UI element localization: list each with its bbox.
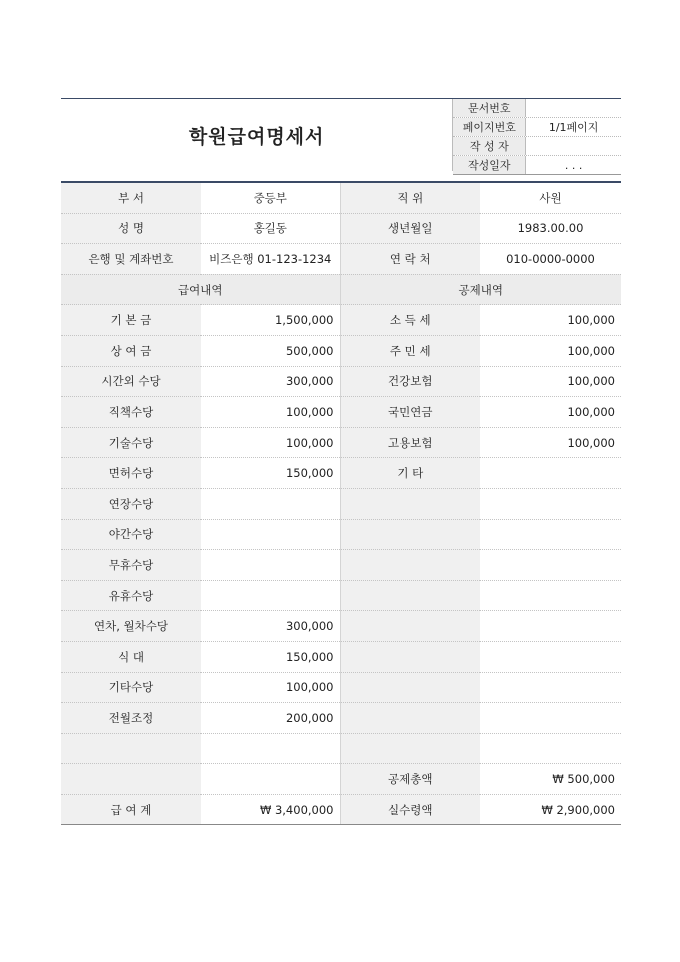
- meta-row-page: [453, 118, 621, 137]
- deduction-item-value: 100,000: [480, 305, 621, 336]
- pay-item-label: 연장수당: [61, 488, 201, 519]
- deduction-item-label: 고용보험: [340, 427, 480, 458]
- deduction-item-value: [480, 703, 621, 734]
- pay-item-value: [201, 519, 340, 550]
- deduction-item-value: [480, 611, 621, 642]
- pay-item-value: 100,000: [201, 397, 340, 428]
- meta-value: 1/1페이지: [548, 121, 599, 134]
- deduction-item-label: 주 민 세: [340, 335, 480, 366]
- pay-item-value: [201, 580, 340, 611]
- pay-item-label: 시간외 수당: [61, 366, 201, 397]
- pay-item-value: [201, 764, 340, 795]
- meta-row-date: [453, 156, 621, 175]
- pay-item-label: [61, 733, 201, 764]
- table-row: [61, 733, 621, 764]
- document-title: 학원급여명세서: [188, 125, 325, 148]
- pay-item-value: 150,000: [201, 641, 340, 672]
- deduction-item-value: [480, 672, 621, 703]
- meta-value: [526, 137, 621, 155]
- payslip-table: [61, 181, 621, 825]
- contact-value: 010-0000-0000: [480, 244, 621, 275]
- contact-label: 연 락 처: [340, 244, 480, 275]
- meta-label: 작성일자: [453, 156, 526, 174]
- info-row: [61, 182, 621, 213]
- deduction-item-value: [480, 641, 621, 672]
- bank-value: 비즈은행 01-123-1234: [201, 244, 340, 275]
- pay-section-header: 급여내역: [61, 274, 340, 305]
- pay-item-label: 상 여 금: [61, 335, 201, 366]
- dept-value: 중등부: [201, 182, 340, 213]
- meta-label: 페이지번호: [453, 118, 526, 136]
- deduction-item-label: 건강보험: [340, 366, 480, 397]
- table-row: [61, 305, 621, 336]
- deduction-item-value: 100,000: [480, 397, 621, 428]
- deduction-item-label: [340, 488, 480, 519]
- section-header-row: [61, 274, 621, 305]
- table-row: [61, 550, 621, 581]
- dept-label: 부 서: [61, 182, 201, 213]
- birth-label: 생년월일: [340, 213, 480, 244]
- pay-item-value: 300,000: [201, 611, 340, 642]
- pay-item-label: 유휴수당: [61, 580, 201, 611]
- deduction-item-value: [480, 458, 621, 489]
- deduction-item-value: ₩ 500,000: [480, 764, 621, 795]
- deduction-item-value: [480, 733, 621, 764]
- info-row: [61, 244, 621, 275]
- pay-item-label: 야간수당: [61, 519, 201, 550]
- name-label: 성 명: [61, 213, 201, 244]
- meta-box: [452, 99, 621, 171]
- pay-item-value: 100,000: [201, 672, 340, 703]
- deduction-item-value: [480, 580, 621, 611]
- bank-label: 은행 및 계좌번호: [61, 244, 201, 275]
- deduction-item-label: [340, 641, 480, 672]
- meta-value: [526, 99, 621, 117]
- deduction-item-value: [480, 550, 621, 581]
- deduction-item-value: [480, 488, 621, 519]
- deduction-item-value: 100,000: [480, 335, 621, 366]
- table-row: [61, 519, 621, 550]
- deduction-item-label: [340, 519, 480, 550]
- pay-item-value: 200,000: [201, 703, 340, 734]
- totals-row: [61, 794, 621, 825]
- deduction-item-label: [340, 611, 480, 642]
- meta-row-author: [453, 137, 621, 156]
- pay-item-label: 무휴수당: [61, 550, 201, 581]
- pay-item-value: 500,000: [201, 335, 340, 366]
- table-row: [61, 672, 621, 703]
- table-row: [61, 611, 621, 642]
- total-pay-label: 급 여 계: [61, 794, 201, 825]
- info-row: [61, 213, 621, 244]
- deduction-item-label: 소 득 세: [340, 305, 480, 336]
- birth-value: 1983.00.00: [480, 213, 621, 244]
- deduction-item-value: 100,000: [480, 366, 621, 397]
- pay-item-label: 직책수당: [61, 397, 201, 428]
- table-row: [61, 764, 621, 795]
- pay-item-value: [201, 550, 340, 581]
- pay-item-value: [201, 733, 340, 764]
- pay-item-label: [61, 764, 201, 795]
- deduction-section-header: 공제내역: [340, 274, 621, 305]
- meta-label: 작 성 자: [453, 137, 526, 155]
- pay-item-label: 면허수당: [61, 458, 201, 489]
- pay-item-value: 100,000: [201, 427, 340, 458]
- position-label: 직 위: [340, 182, 480, 213]
- document-header: [61, 98, 621, 171]
- deduction-item-label: 국민연금: [340, 397, 480, 428]
- table-row: [61, 397, 621, 428]
- deduction-item-label: [340, 550, 480, 581]
- pay-item-label: 기술수당: [61, 427, 201, 458]
- pay-item-label: 전월조정: [61, 703, 201, 734]
- document: [61, 98, 621, 171]
- pay-item-label: 연차, 월차수당: [61, 611, 201, 642]
- deduction-item-label: 공제총액: [340, 764, 480, 795]
- meta-value: . . .: [564, 158, 583, 172]
- table-row: [61, 427, 621, 458]
- deduction-item-label: 기 타: [340, 458, 480, 489]
- deduction-item-value: 100,000: [480, 427, 621, 458]
- net-pay-value: ₩ 2,900,000: [480, 794, 621, 825]
- deduction-item-label: [340, 703, 480, 734]
- table-row: [61, 458, 621, 489]
- deduction-item-label: [340, 580, 480, 611]
- table-row: [61, 366, 621, 397]
- deduction-item-label: [340, 672, 480, 703]
- meta-row-doc-number: [453, 99, 621, 118]
- table-row: [61, 488, 621, 519]
- pay-item-label: 식 대: [61, 641, 201, 672]
- pay-item-value: 150,000: [201, 458, 340, 489]
- table-row: [61, 703, 621, 734]
- name-value: 홍길동: [201, 213, 340, 244]
- net-pay-label: 실수령액: [340, 794, 480, 825]
- pay-item-value: 1,500,000: [201, 305, 340, 336]
- deduction-item-value: [480, 519, 621, 550]
- meta-label: 문서번호: [453, 99, 526, 117]
- pay-item-label: 기 본 금: [61, 305, 201, 336]
- pay-item-label: 기타수당: [61, 672, 201, 703]
- total-pay-value: ₩ 3,400,000: [201, 794, 340, 825]
- table-row: [61, 335, 621, 366]
- table-row: [61, 641, 621, 672]
- deduction-item-label: [340, 733, 480, 764]
- table-row: [61, 580, 621, 611]
- position-value: 사원: [480, 182, 621, 213]
- pay-item-value: 300,000: [201, 366, 340, 397]
- pay-item-value: [201, 488, 340, 519]
